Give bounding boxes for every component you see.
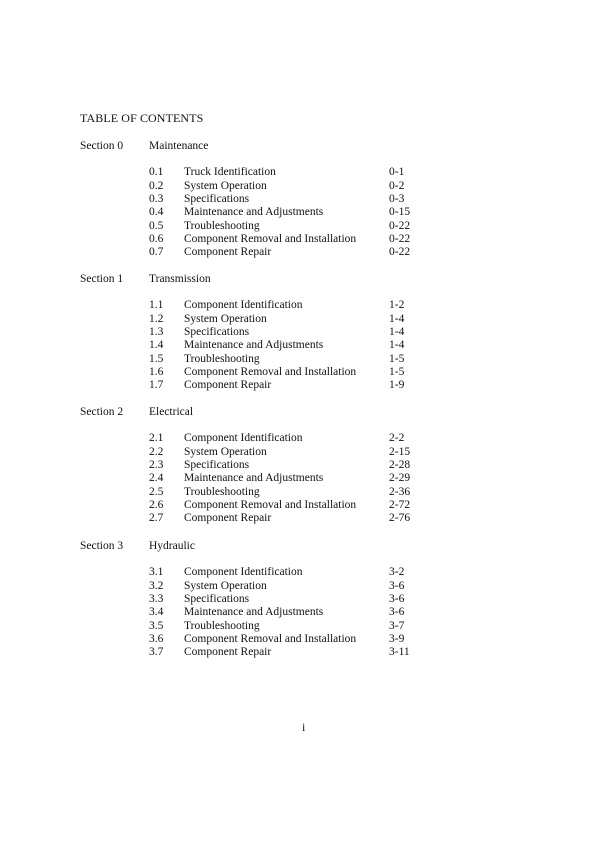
- toc-entry: [0, 166, 600, 179]
- section-label: Section 2: [80, 406, 124, 418]
- entry-page: 1-5: [389, 365, 405, 378]
- entry-page: 0-22: [389, 219, 411, 232]
- entry-number: 1.4: [149, 339, 164, 351]
- entry-title: Component Identification: [184, 432, 303, 444]
- entry-title: System Operation: [184, 579, 267, 592]
- entry-page: 2-15: [389, 445, 411, 458]
- section-name: Hydraulic: [149, 540, 195, 552]
- entry-number: 2.1: [149, 432, 164, 444]
- entry-title: Specifications: [184, 193, 250, 205]
- entry-page: 1-2: [389, 299, 405, 311]
- entry-number: 2.3: [149, 459, 164, 471]
- page-number: i: [302, 720, 306, 734]
- toc-entry: [0, 646, 600, 659]
- toc-entry: [0, 593, 600, 606]
- entry-title: Component Identification: [184, 299, 303, 311]
- toc-entry: [0, 432, 600, 445]
- toc-entry: [0, 512, 600, 525]
- toc-entry: [0, 299, 600, 312]
- entry-title: Component Identification: [184, 566, 303, 578]
- entry-title: Troubleshooting: [184, 352, 260, 365]
- toc-entry: [0, 499, 600, 512]
- entry-page: 0-1: [389, 166, 405, 178]
- entry-title: Specifications: [184, 459, 250, 471]
- entry-page: 2-2: [389, 432, 405, 444]
- entry-title: Specifications: [184, 326, 250, 338]
- entry-page: 3-2: [389, 566, 405, 578]
- entry-number: 2.7: [149, 512, 164, 524]
- section-label: Section 0: [80, 140, 124, 152]
- entry-number: 3.5: [149, 619, 164, 632]
- entry-page: 1-4: [389, 326, 405, 338]
- entry-title: Component Repair: [184, 379, 272, 391]
- entry-title: Component Repair: [184, 246, 272, 258]
- entry-page: 0-2: [389, 179, 405, 192]
- toc-entry: [0, 206, 600, 219]
- entry-title: System Operation: [184, 179, 267, 192]
- entry-page: 3-9: [389, 633, 405, 645]
- entry-page: 0-22: [389, 246, 411, 258]
- entry-number: 1.7: [149, 379, 164, 391]
- entry-number: 0.2: [149, 179, 164, 192]
- entry-title: Maintenance and Adjustments: [184, 206, 324, 218]
- toc-entry: [0, 379, 600, 392]
- entry-number: 3.6: [149, 633, 164, 645]
- entry-number: 1.5: [149, 352, 164, 365]
- entry-title: System Operation: [184, 312, 267, 325]
- toc-entry: [0, 459, 600, 472]
- entry-title: Maintenance and Adjustments: [184, 606, 324, 618]
- entry-title: Troubleshooting: [184, 485, 260, 498]
- entry-number: 0.3: [149, 193, 164, 205]
- entry-page: 1-5: [389, 352, 405, 365]
- entry-number: 2.5: [149, 485, 164, 498]
- toc-entry: [0, 580, 600, 593]
- entry-number: 3.4: [149, 606, 164, 618]
- toc-entry: [0, 472, 600, 485]
- entry-number: 3.7: [149, 646, 164, 658]
- entry-number: 1.3: [149, 326, 164, 338]
- entry-title: Component Removal and Installation: [184, 633, 357, 645]
- entry-page: 0-22: [389, 232, 411, 245]
- entry-title: Component Removal and Installation: [184, 499, 357, 511]
- toc-entry: [0, 233, 600, 246]
- toc-entry: [0, 366, 600, 379]
- entry-number: 2.6: [149, 499, 164, 511]
- toc-entry: [0, 486, 600, 499]
- toc-entry: [0, 566, 600, 579]
- entry-number: 3.3: [149, 593, 164, 605]
- entry-title: Component Repair: [184, 646, 272, 658]
- section-label: Section 3: [80, 540, 124, 552]
- entry-page: 0-15: [389, 206, 411, 218]
- entry-number: 1.2: [149, 312, 164, 325]
- entry-title: Maintenance and Adjustments: [184, 339, 324, 351]
- toc-entry: [0, 313, 600, 326]
- entry-title: Component Removal and Installation: [184, 365, 357, 378]
- entry-page: 3-6: [389, 579, 405, 592]
- entry-page: 2-36: [389, 485, 411, 498]
- entry-number: 2.4: [149, 472, 164, 484]
- entry-page: 0-3: [389, 193, 405, 205]
- entry-page: 3-6: [389, 606, 405, 618]
- toc-entry: [0, 246, 600, 259]
- entry-title: Specifications: [184, 593, 250, 605]
- entry-page: 1-4: [389, 312, 405, 325]
- toc-entry: [0, 446, 600, 459]
- entry-title: Maintenance and Adjustments: [184, 472, 324, 484]
- entry-page: 2-72: [389, 499, 411, 511]
- entry-page: 2-76: [389, 512, 411, 524]
- toc-entry: [0, 353, 600, 366]
- entry-page: 1-4: [389, 339, 405, 351]
- entry-title: Troubleshooting: [184, 219, 260, 232]
- entry-title: Component Removal and Installation: [184, 232, 357, 245]
- entry-page: 3-6: [389, 593, 405, 605]
- toc-entry: [0, 339, 600, 352]
- entry-title: Troubleshooting: [184, 619, 260, 632]
- entry-page: 1-9: [389, 379, 405, 391]
- entry-title: System Operation: [184, 445, 267, 458]
- section-label: Section 1: [80, 273, 124, 285]
- toc-entry: [0, 326, 600, 339]
- entry-title: Truck Identification: [184, 166, 276, 178]
- entry-page: 3-11: [389, 646, 410, 658]
- section-name: Electrical: [149, 406, 194, 418]
- entry-number: 0.5: [149, 219, 164, 232]
- entry-page: 2-28: [389, 459, 411, 471]
- toc-title: TABLE OF CONTENTS: [80, 111, 204, 125]
- entry-number: 3.1: [149, 566, 164, 578]
- toc-entry: [0, 180, 600, 193]
- entry-number: 0.1: [149, 166, 164, 178]
- entry-number: 0.7: [149, 246, 164, 258]
- section-name: Maintenance: [149, 140, 209, 152]
- toc-entry: [0, 606, 600, 619]
- toc-entry: [0, 193, 600, 206]
- section-name: Transmission: [149, 273, 211, 285]
- entry-number: 3.2: [149, 579, 164, 592]
- entry-number: 1.6: [149, 365, 164, 378]
- entry-number: 1.1: [149, 299, 164, 311]
- toc-entry: [0, 220, 600, 233]
- entry-page: 3-7: [389, 619, 405, 632]
- entry-number: 0.6: [149, 232, 164, 245]
- toc-entry: [0, 633, 600, 646]
- toc-entry: [0, 620, 600, 633]
- entry-number: 2.2: [149, 445, 164, 458]
- entry-title: Component Repair: [184, 512, 272, 524]
- entry-number: 0.4: [149, 206, 164, 218]
- entry-page: 2-29: [389, 472, 411, 484]
